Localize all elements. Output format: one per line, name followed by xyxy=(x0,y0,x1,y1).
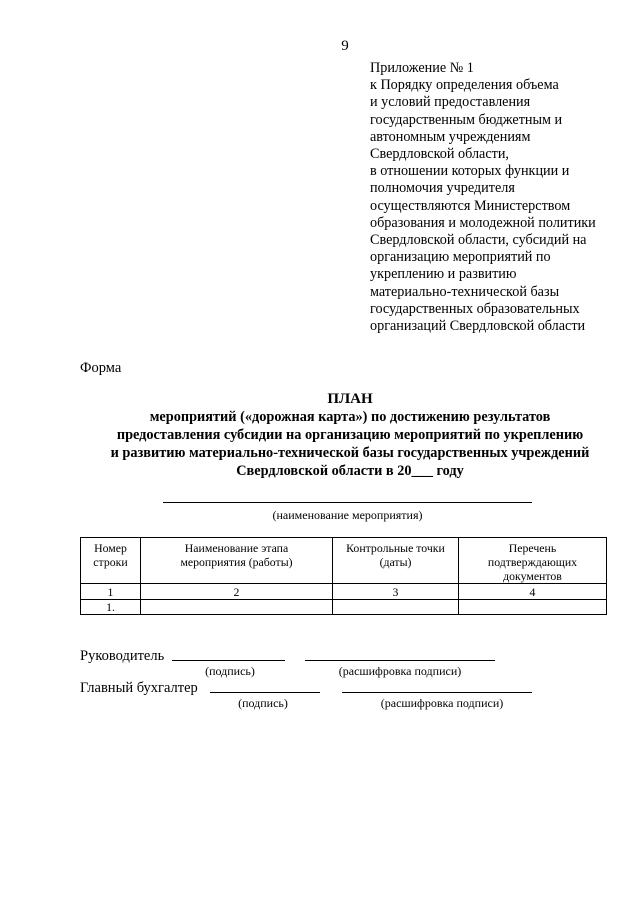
plan-heading: ПЛАН xyxy=(327,391,373,407)
form-label: Форма xyxy=(80,360,122,376)
documents-cell[interactable] xyxy=(459,600,607,615)
annex-line: автономным учреждениям xyxy=(370,128,531,145)
head-signature-caption: (подпись) xyxy=(205,664,255,678)
accountant-label: Главный бухгалтер xyxy=(80,680,198,696)
annex-line: к Порядку определения объема xyxy=(370,77,559,94)
annex-line: государственных образовательных xyxy=(370,300,580,317)
head-name-line[interactable] xyxy=(305,660,495,661)
header-control-points: Контрольные точки (даты) xyxy=(333,538,459,584)
accountant-signature-line[interactable] xyxy=(210,692,320,693)
annex-block xyxy=(370,60,638,335)
annex-line: Приложение № 1 xyxy=(370,60,474,76)
row-number-cell: 1. xyxy=(81,600,141,615)
table-header-row xyxy=(81,538,607,584)
annex-line: организаций Свердловской области xyxy=(370,318,586,335)
head-label: Руководитель xyxy=(80,648,165,664)
annex-line: организацию мероприятий по xyxy=(370,249,551,266)
plan-title-line: Свердловской области в 20___ году xyxy=(236,463,464,479)
column-number: 1 xyxy=(81,584,141,600)
annex-line: в отношении которых функции и xyxy=(370,163,570,180)
annex-line: и условий предоставления xyxy=(370,94,531,111)
header-stage-name: Наименование этапа мероприятия (работы) xyxy=(141,538,333,584)
annex-line: осуществляются Министерством xyxy=(370,197,571,214)
annex-line: образования и молодежной политики xyxy=(370,214,596,231)
accountant-name-line[interactable] xyxy=(342,692,532,693)
plan-title xyxy=(60,390,640,480)
annex-line: полномочия учредителя xyxy=(370,180,515,197)
stage-name-cell[interactable] xyxy=(141,600,333,615)
column-number: 4 xyxy=(459,584,607,600)
head-signature-line[interactable] xyxy=(172,660,285,661)
accountant-name-caption: (расшифровка подписи) xyxy=(380,696,504,710)
annex-line: материально-технической базы xyxy=(370,283,560,300)
table-number-row xyxy=(81,584,607,600)
annex-line: Свердловской области, xyxy=(370,146,509,163)
accountant-signature-caption: (подпись) xyxy=(238,696,288,710)
annex-line: Свердловской области, субсидий на xyxy=(370,232,587,249)
header-row-number: Номер строки xyxy=(81,538,141,584)
column-number: 3 xyxy=(333,584,459,600)
annex-line: укреплению и развитию xyxy=(370,266,517,283)
head-name-caption: (расшифровка подписи) xyxy=(338,664,462,678)
control-points-cell[interactable] xyxy=(333,600,459,615)
plan-title-line: предоставления субсидии на организацию мероприятий по укреплению xyxy=(116,427,584,443)
plan-title-line: мероприятий («дорожная карта») по достижению результатов xyxy=(149,409,551,425)
annex-line: государственным бюджетным и xyxy=(370,111,563,128)
plan-title-line: и развитию материально-технической базы государственных учреждений xyxy=(110,445,590,461)
table-row xyxy=(81,600,607,615)
column-number: 2 xyxy=(141,584,333,600)
event-name-line[interactable] xyxy=(163,502,532,503)
header-documents: Перечень подтверждающих документов xyxy=(459,538,607,584)
plan-table xyxy=(80,537,607,615)
page-number: 9 xyxy=(341,38,349,54)
event-name-caption: (наименование мероприятия) xyxy=(272,508,423,522)
